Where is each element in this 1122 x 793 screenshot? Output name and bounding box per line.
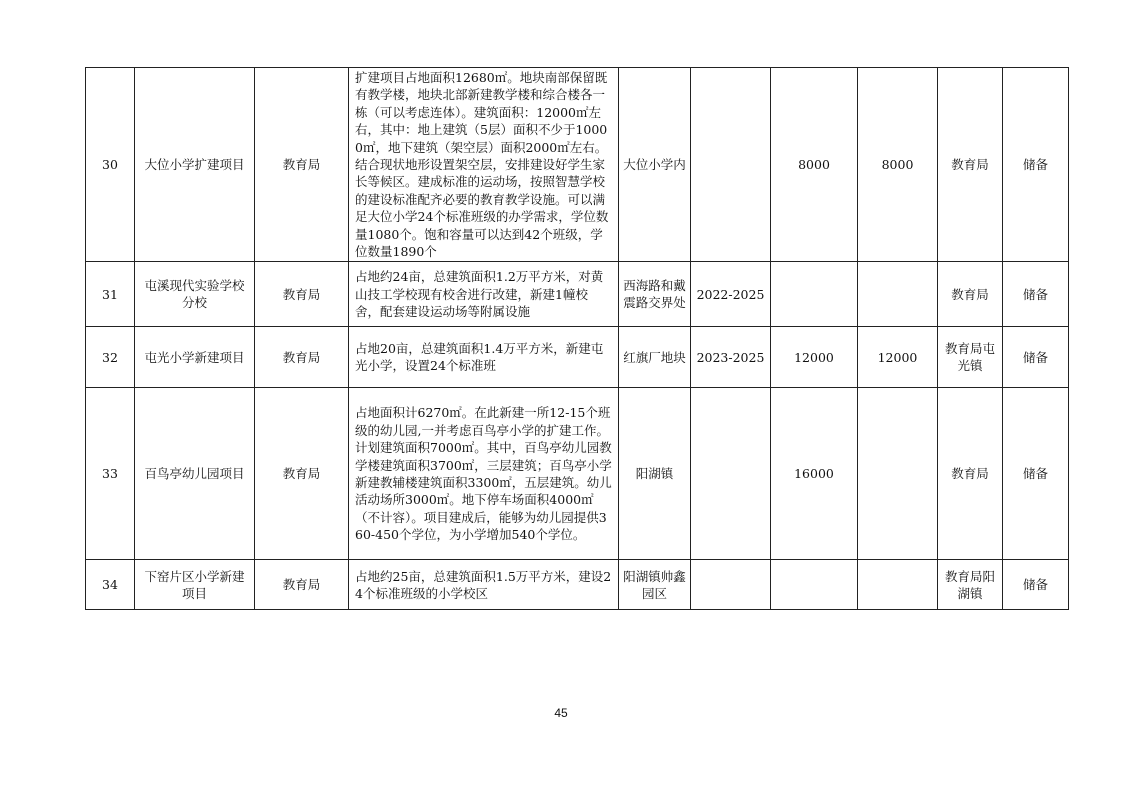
project-period [691,560,771,610]
project-period [691,388,771,560]
row-number: 33 [86,388,135,560]
project-period: 2023-2025 [691,327,771,388]
project-location: 西海路和戴震路交界处 [619,262,691,327]
responsible-unit: 教育局 [938,68,1003,262]
row-number: 34 [86,560,135,610]
total-investment: 12000 [771,327,858,388]
total-investment: 8000 [771,68,858,262]
department: 教育局 [255,327,349,388]
department: 教育局 [255,388,349,560]
project-period: 2022-2025 [691,262,771,327]
project-status: 储备 [1003,68,1069,262]
project-location: 红旗厂地块 [619,327,691,388]
row-number: 31 [86,262,135,327]
responsible-unit: 教育局 [938,262,1003,327]
project-name: 大位小学扩建项目 [135,68,255,262]
table-row [86,68,1069,262]
planned-investment [858,560,938,610]
planned-investment [858,262,938,327]
department: 教育局 [255,262,349,327]
project-name: 屯溪现代实验学校分校 [135,262,255,327]
table-row [86,327,1069,388]
table-row [86,560,1069,610]
planned-investment: 12000 [858,327,938,388]
project-status: 储备 [1003,262,1069,327]
total-investment [771,262,858,327]
project-status: 储备 [1003,327,1069,388]
row-number: 32 [86,327,135,388]
project-status: 储备 [1003,388,1069,560]
responsible-unit: 教育局阳湖镇 [938,560,1003,610]
page-number: 45 [554,706,568,720]
project-content: 扩建项目占地面积12680㎡。地块南部保留既有教学楼，地块北部新建教学楼和综合楼各一栋（可以考虑连体）。建筑面积：12000㎡左右，其中：地上建筑（5层）面积不少于10000㎡，地下建筑（架空层）面积2000㎡左右。结合现状地形设置架空层，安排建设好学生家长等候区。建成标准的运动场，按照智慧学校的建设标准配齐必要的教育教学设施。可以满足大位小学24个标准班级的办学需求，学位数量1080个。饱和容量可以达到42个班级，学位数量1890个 [349,68,619,262]
project-status: 储备 [1003,560,1069,610]
project-table [85,67,1069,610]
department: 教育局 [255,68,349,262]
project-location: 大位小学内 [619,68,691,262]
table-row [86,388,1069,560]
row-number: 30 [86,68,135,262]
project-location: 阳湖镇帅鑫园区 [619,560,691,610]
project-name: 下窑片区小学新建项目 [135,560,255,610]
project-content: 占地面积计6270㎡。在此新建一所12-15个班级的幼儿园,一并考虑百鸟亭小学的扩建工作。计划建筑面积7000㎡。其中，百鸟亭幼儿园教学楼建筑面积3700㎡，三层建筑；百鸟亭小学新建教辅楼建筑面积3300㎡，五层建筑。幼儿活动场所3000㎡。地下停车场面积4000㎡（不计容）。项目建成后，能够为幼儿园提供360-450个学位，为小学增加540个学位。 [349,388,619,560]
project-content: 占地约25亩，总建筑面积1.5万平方米，建设24个标准班级的小学校区 [349,560,619,610]
planned-investment: 8000 [858,68,938,262]
total-investment: 16000 [771,388,858,560]
responsible-unit: 教育局 [938,388,1003,560]
department: 教育局 [255,560,349,610]
project-location: 阳湖镇 [619,388,691,560]
total-investment [771,560,858,610]
responsible-unit: 教育局屯光镇 [938,327,1003,388]
project-period [691,68,771,262]
project-name: 屯光小学新建项目 [135,327,255,388]
project-content: 占地约24亩，总建筑面积1.2万平方米，对黄山技工学校现有校舍进行改建，新建1幢校舍，配套建设运动场等附属设施 [349,262,619,327]
project-name: 百鸟亭幼儿园项目 [135,388,255,560]
planned-investment [858,388,938,560]
table-row [86,262,1069,327]
project-content: 占地20亩，总建筑面积1.4万平方米，新建屯光小学，设置24个标准班 [349,327,619,388]
